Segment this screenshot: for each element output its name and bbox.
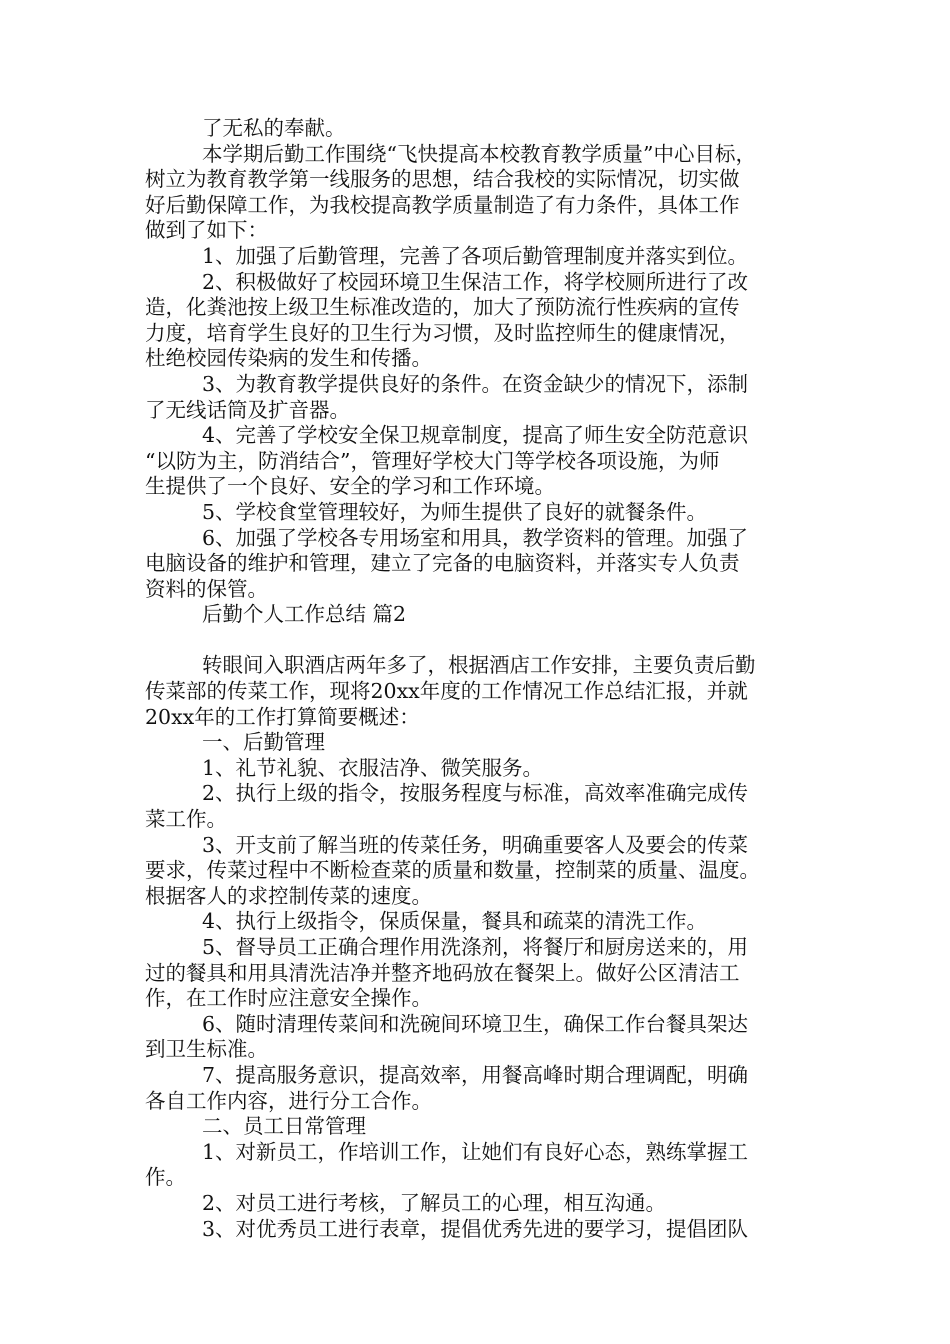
document-body [145, 116, 835, 1242]
text-line: “以防为主，防消结合”，管理好学校大门等学校各项设施，为师 [145, 448, 720, 473]
text-line: 2、对员工进行考核，了解员工的心理，相互沟通。 [202, 1190, 667, 1215]
text-line: 了无线话筒及扩音器。 [145, 397, 350, 422]
text-line: 转眼间入职酒店两年多了，根据酒店工作安排，主要负责后勤 [202, 653, 756, 678]
text-line: 5、督导员工正确合理作用洗涤剂，将餐厅和厨房送来的，用 [202, 935, 749, 959]
text-line: 后勤个人工作总结 篇2 [202, 602, 407, 627]
text-line: 6、加强了学校各专用场室和用具，教学资料的管理。加强了 [202, 525, 749, 550]
text-line: 7、提高服务意识，提高效率，用餐高峰时期合理调配，明确 [202, 1062, 749, 1087]
blank-line [145, 628, 835, 654]
text-line: 各自工作内容，进行分工合作。 [145, 1088, 432, 1113]
text-line: 资料的保管。 [145, 576, 268, 601]
text-line: 造，化粪池按上级卫生标准改造的，加大了预防流行性疾病的宣传 [145, 295, 740, 320]
text-line: 5、学校食堂管理较好，为师生提供了良好的就餐条件。 [202, 499, 708, 524]
text-line: 到卫生标准。 [145, 1037, 268, 1062]
text-line: 作，在工作时应注意安全操作。 [145, 986, 432, 1011]
text-line: 电脑设备的维护和管理，建立了完备的电脑资料，并落实专人负责 [145, 551, 740, 576]
text-line: 根据客人的求控制传菜的速度。 [145, 883, 432, 908]
text-line: 一、后勤管理 [202, 730, 325, 755]
text-line: 3、对优秀员工进行表章，提倡优秀先进的要学习，提倡团队 [202, 1216, 749, 1241]
text-line: 力度，培育学生良好的卫生行为习惯，及时监控师生的健康情况， [145, 320, 740, 345]
text-line: 做到了如下： [145, 218, 268, 243]
text-line: 2、执行上级的指令，按服务程度与标准，高效率准确完成传 [202, 781, 749, 806]
text-line: 菜工作。 [145, 807, 227, 832]
text-line: 2、积极做好了校园环境卫生保洁工作，将学校厕所进行了改 [202, 269, 749, 294]
text-line: 6、随时清理传菜间和洗碗间环境卫生，确保工作台餐具架达 [202, 1011, 749, 1036]
text-line: 生提供了一个良好、安全的学习和工作环境。 [145, 474, 555, 499]
text-line: 20xx年的工作打算简要概述： [145, 704, 420, 729]
text-line: 杜绝校园传染病的发生和传播。 [145, 346, 432, 371]
text-line: 传菜部的传菜工作，现将20xx年度的工作情况工作总结汇报，并就 [145, 679, 748, 704]
text-line: 1、加强了后勤管理，完善了各项后勤管理制度并落实到位。 [202, 243, 749, 268]
text-line: 二、员工日常管理 [202, 1114, 366, 1139]
text-line: 过的餐具和用具清洗洁净并整齐地码放在餐架上。做好公区清洁工 [145, 960, 740, 985]
text-line: 了无私的奉献。 [202, 116, 346, 140]
text-line: 作。 [145, 1165, 186, 1190]
text-line: 要求，传菜过程中不断检查菜的质量和数量，控制菜的质量、温度。 [145, 858, 760, 883]
text-line: 3、开支前了解当班的传菜任务，明确重要客人及要会的传菜 [202, 832, 749, 857]
text-line: 3、为教育教学提供良好的条件。在资金缺少的情况下，添制 [202, 371, 749, 396]
text-line: 1、对新员工，作培训工作，让她们有良好心态，熟练掌握工 [202, 1139, 749, 1164]
text-line: 4、完善了学校安全保卫规章制度，提高了师生安全防范意识 [202, 423, 749, 448]
text-line: 4、执行上级指令，保质保量，餐具和疏菜的清洗工作。 [202, 909, 708, 934]
text-line: 本学期后勤工作围绕“飞快提高本校教育教学质量”中心目标， [202, 141, 756, 166]
text-line: 1、礼节礼貌、衣服洁净、微笑服务。 [202, 755, 544, 780]
text-line: 树立为教育教学第一线服务的思想，结合我校的实际情况，切实做 [145, 167, 740, 192]
text-line: 好后勤保障工作，为我校提高教学质量制造了有力条件，具体工作 [145, 192, 740, 217]
